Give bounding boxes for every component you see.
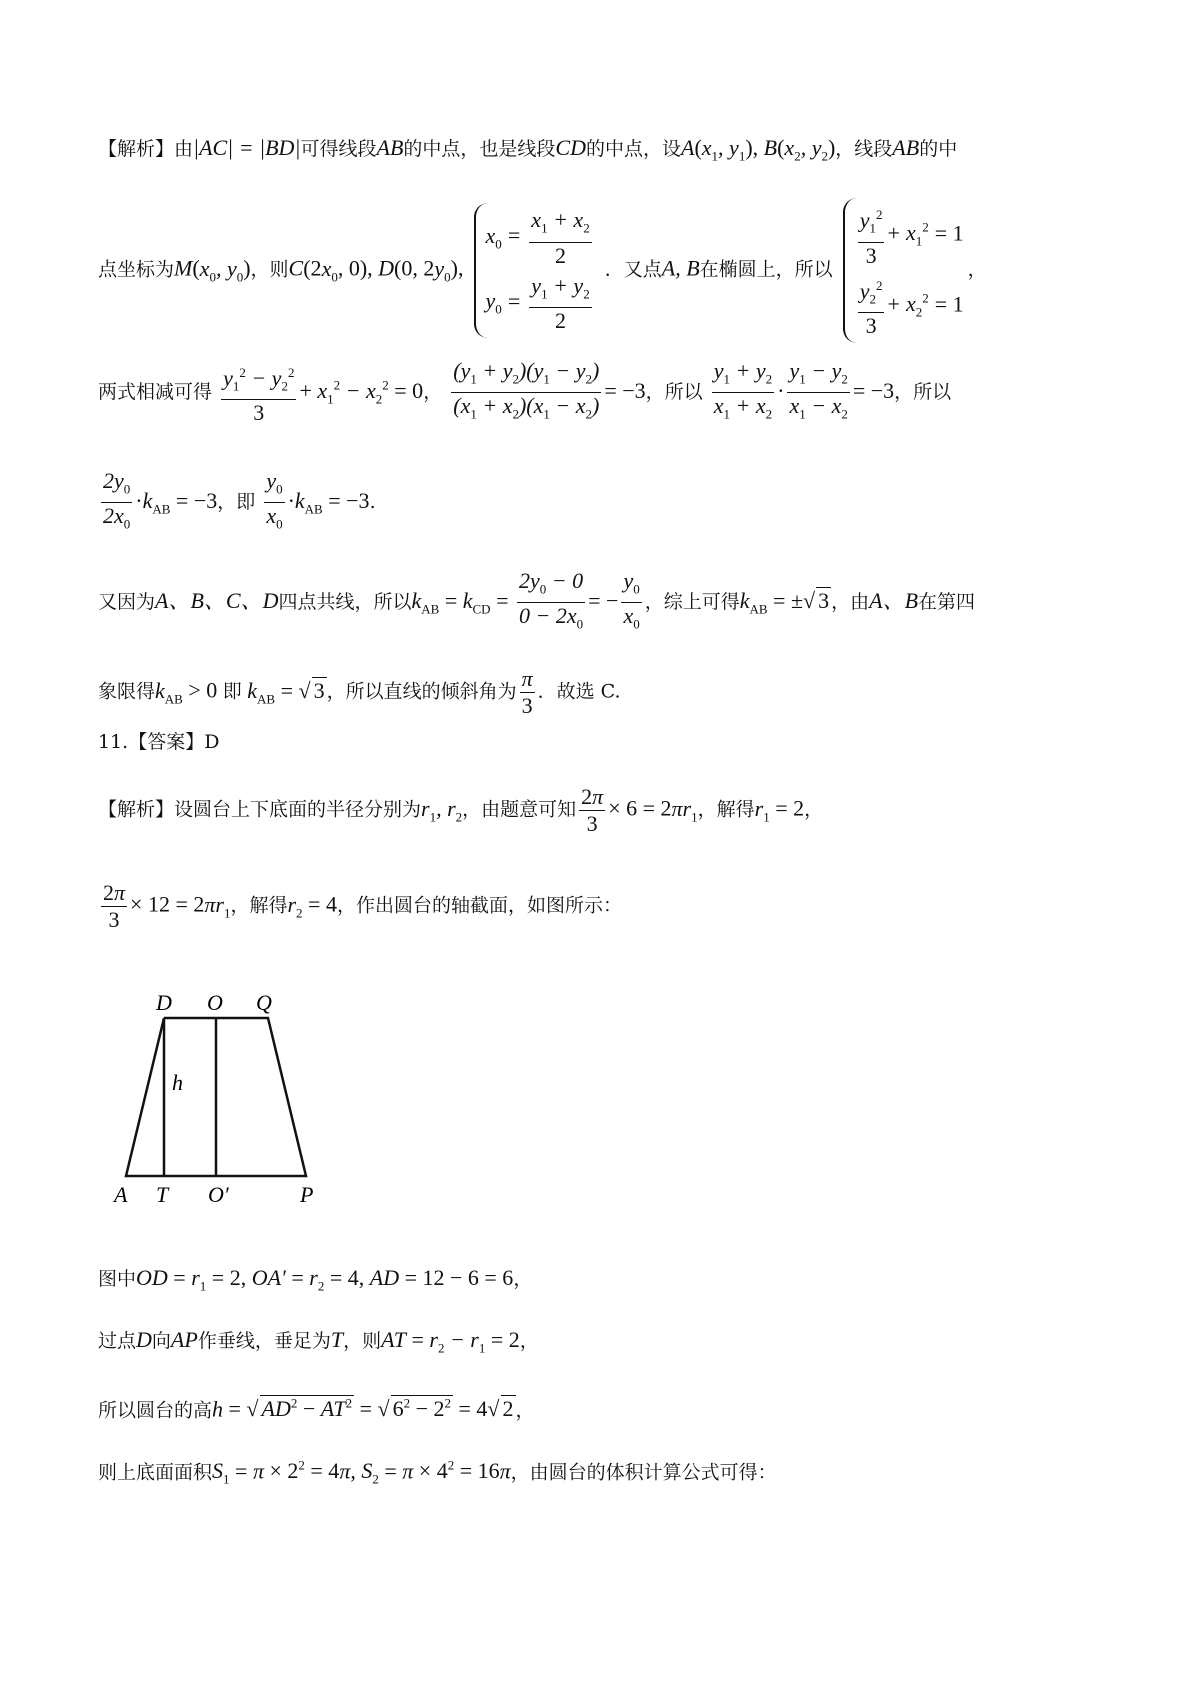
solution-line-4: $\frac{2y_0}{2x_0}$ $\cdot k_{AB} = -3$，即 $\frac{y_0}{x_0}$ $\cdot k_{AB} = -3$. bbox=[103, 468, 376, 532]
label-O: O bbox=[207, 990, 223, 1015]
ellipse-system: $\frac{y_1^2}{3}$ + $x_1^2 = 1$ $\frac{y_2^2}{3}$ + $x_2^2 = 1$ bbox=[843, 198, 964, 343]
midpoint-system: $x_0$ = $\frac{x_1 + x_2}{2}$ $y_0$ = $\frac{y_1 + y_2}{2}$ bbox=[474, 203, 595, 338]
solution-line-1: 【解析】由|AC| = |BD|可得线段AB的中点，也是线段CD的中点，设$A(x_1$, $y_1$), $B(x_2$, $y_2$)，线段AB的中 bbox=[98, 135, 958, 164]
solution-line-12: 所以圆台的高h = √ $AD^2 - AT^2$ = √ $6^2 - 2^2 = 4√$ 2 ， bbox=[98, 1396, 535, 1422]
solution-line-3: 两式相减可得 $\frac{y_1^2 - y_2^2}{3}$ + $x_1^2 - x_2^2 = 0$， $\frac{(y_1 + y_2)(y_1 - y_2)}{(x_1 + x_2)(x_1 - x_2)}$ = −3，所以 $\frac{y_1 + y_2}{x_1 + x_2}$ · $\frac{y_1 - y_2}{x_1 - x_2}$ = −3，所以 bbox=[98, 358, 952, 426]
solution-line-5: 又因为A、B、C、D四点共线，所以$k_{AB} = k_{CD}$ = $\frac{2y_0 - 0}{0 - 2x_0}$ = − $\frac{y_0}{x_0}$ ，综上可得$k_{AB}$ = ±√ 3 ，由A、B在第四 bbox=[98, 568, 976, 632]
label-O-prime: O′ bbox=[208, 1182, 229, 1207]
math: |AC| = |BD| bbox=[193, 135, 301, 160]
solution-line-9: $\frac{2\pi}{3}$ × $12 = 2\pi r_1$，解得$r_2 = 4$，作出圆台的轴截面，如图所示： bbox=[103, 880, 622, 932]
frustum-axial-section-figure bbox=[114, 980, 380, 1210]
answer-heading: 11.【答案】D bbox=[98, 731, 220, 753]
label-h: h bbox=[172, 1070, 183, 1095]
solution-line-2: 点坐标为$M(x_0$, $y_0$)，则$C(2x_0$, 0), D(0, $2y_0$), $x_0$ = $\frac{x_1 + x_2}{2}$ $y_0$ = $\frac{y_1 + y_2}{2}$ ．又点A, B在椭圆上，所以 $\frac{y_1^2}{3}$ + $x_1^2 = 1$ $\frac{y_2^2}{3}$ + $x_2^2 = 1$ ， bbox=[98, 198, 987, 343]
solution-line-11: 过点D向AP作垂线，垂足为T，则AT = $r_2 - r_1 = 2$， bbox=[98, 1327, 539, 1356]
label-Q: Q bbox=[256, 990, 272, 1015]
label-D: D bbox=[156, 990, 172, 1015]
label-A: A bbox=[114, 1182, 128, 1207]
solution-line-6: 象限得$k_{AB} > 0$ 即 $k_{AB}$ = √ 3 ，所以直线的倾斜角为 $\frac{\pi}{3}$ ．故选 C. bbox=[98, 666, 621, 718]
label-T: T bbox=[156, 1182, 169, 1207]
solution-line-13: 则上底面面积$S_1 = \pi \times 2^2 = 4\pi$, $S_2 = \pi \times 4^2 = 16\pi$，由圆台的体积计算公式可得： bbox=[98, 1458, 777, 1487]
label-P: P bbox=[300, 1182, 314, 1207]
solution-line-8: 【解析】设圆台上下底面的半径分别为$r_1$, $r_2$，由题意可知 $\frac{2\pi}{3}$ × $6 = 2\pi r_1$，解得$r_1 = 2$， bbox=[98, 784, 824, 836]
solution-line-10: 图中OD = $r_1 = 2$, $OA' = r_2 = 4$, AD = 12 − 6 = 6， bbox=[98, 1265, 533, 1294]
